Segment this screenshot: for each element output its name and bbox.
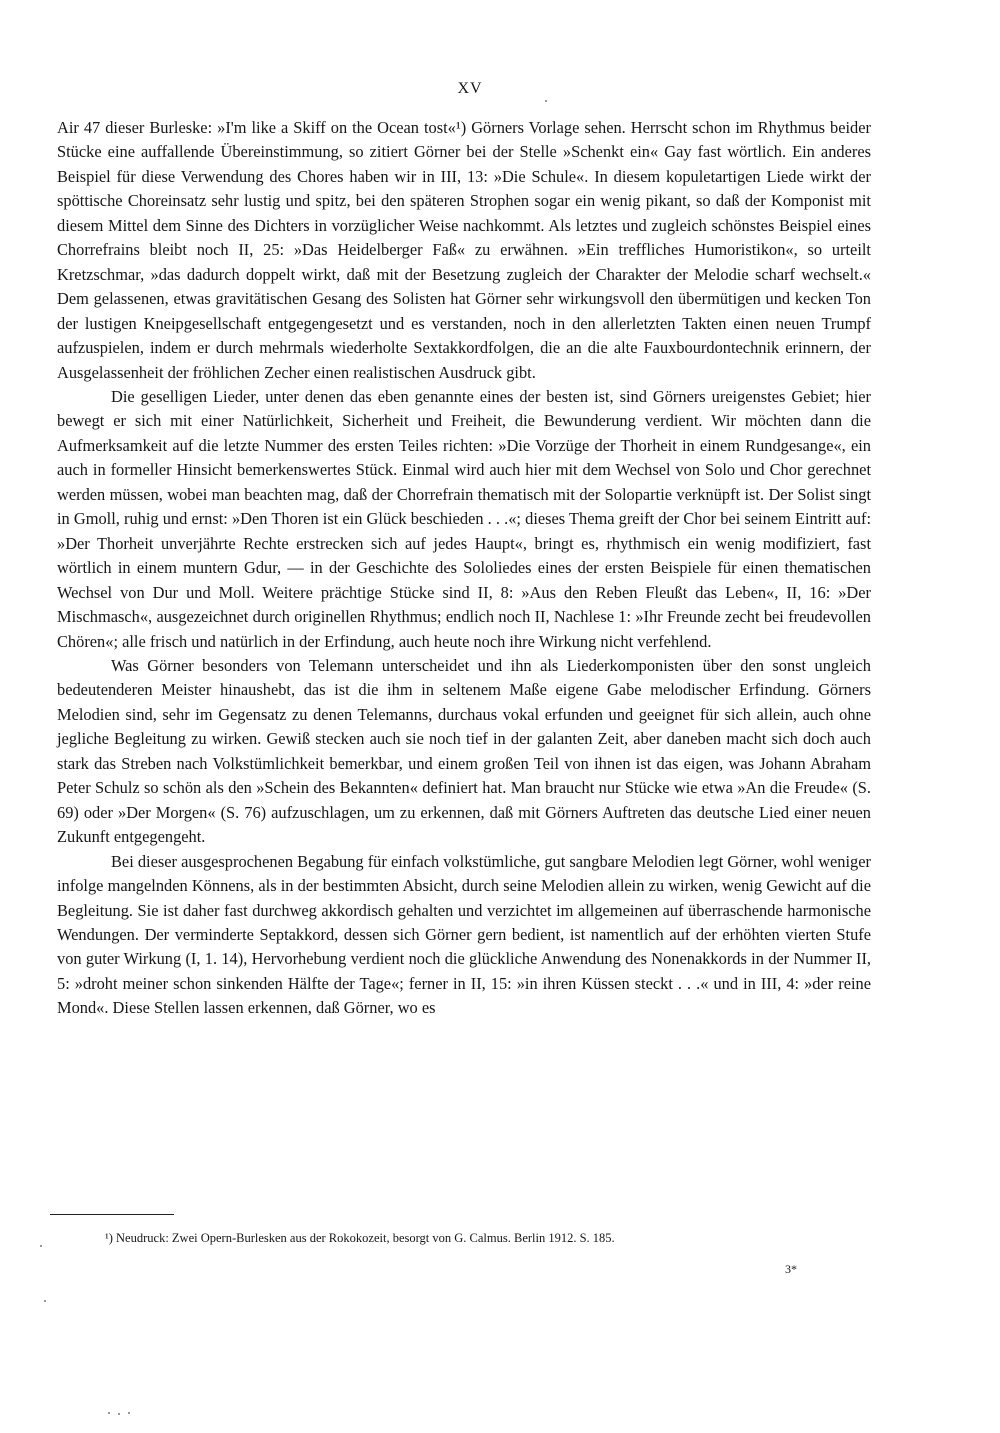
signature-mark: 3* <box>785 1262 797 1276</box>
paragraph-4: Bei dieser ausgesprochenen Begabung für einfach volkstümliche, gut sangbare Melodien legt Görner, wohl weniger infolge mangelnden Könnens, als in der bestimmten Absicht, durch seine Melodien allein zu wirken, wenig Gewicht auf die Begleitung. Sie ist daher fast durchweg akkordisch gehalten und verzichtet im allgemeinen auf überraschende harmonische Wendungen. Der verminderte Septakkord, dessen sich Görner gern bedient, ist namentlich auf der erhöhten vierten Stufe von guter Wirkung (I, 1. 14), Hervorhebung verdient noch die glückliche Anwendung des Nonenakkords in der Nummer II, 5: »droht meiner schon sinkenden Hälfte der Tage«; ferner in II, 15: »in ihren Küssen steckt . . .« und in III, 4: »der reine Mond«. Diese Stellen lassen erkennen, daß Görner, wo es <box>57 851 871 1018</box>
body-text <box>57 116 871 1021</box>
scan-speck <box>40 1245 42 1247</box>
page-number: XV <box>457 80 483 97</box>
footnote: ¹) Neudruck: Zwei Opern-Burlesken aus der Rokokozeit, besorgt von G. Calmus. Berlin 1912. S. 185. <box>105 1231 615 1245</box>
scan-speck <box>545 100 547 102</box>
footnote-divider <box>50 1214 174 1215</box>
paragraph-1: Air 47 dieser Burleske: »I'm like a Skiff on the Ocean tost«¹) Görners Vorlage sehen. Herrscht schon im Rhythmus beider Stücke eine auffallende Übereinstimmung, so zitiert Görner bei der Stelle »Schenkt ein« Gay fast wörtlich. Ein anderes Beispiel für diese Verwendung des Chores haben wir in III, 13: »Die Schule«. In diesem kopuletartigen Liede wirkt der spöttische Choreinsatz sehr lustig und spitz, bei den späteren Strophen sogar ein wenig pikant, so daß der Komponist mit diesem Mittel dem Sinne des Dichters in vorzüglicher Weise nachkommt. Als letztes und zugleich schönstes Beispiel eines Chorrefrains bleibt noch II, 25: »Das Heidelberger Faß« zu erwähnen. »Ein treffliches Humoristikon«, so urteilt Kretzschmar, »das dadurch doppelt wirkt, daß mit der Besetzung zugleich der Charakter der Melodie scharf wechselt.« Dem gelassenen, etwas gravitätischen Gesang des Solisten hat Görner sehr wirkungsvoll den übermütigen und kecken Ton der lustigen Kneipgesellschaft entgegengesetzt und es verstanden, noch in den allerletzten Takten einen neuen Trumpf aufzuspielen, indem er durch mehrmals wiederholte Sextakkordfolgen, die an die alte Fauxbourdontechnik erinnern, der Ausgelassenheit der fröhlichen Zecher einen realistischen Ausdruck gibt. <box>57 118 871 382</box>
scan-speck <box>108 1412 110 1414</box>
scan-speck <box>118 1413 120 1415</box>
scan-speck <box>128 1412 130 1414</box>
paragraph-3: Was Görner besonders von Telemann unterscheidet und ihn als Liederkomponisten über den sonst ungleich bedeutenderen Meister hinaushebt, das ist die ihm in seltenem Maße eigene Gabe melodischer Erfindung. Görners Melodien sind, sehr im Gegensatz zu denen Telemanns, durchaus vokal erfunden und geeignet für sich allein, auch ohne jegliche Begleitung zu wirken. Gewiß stecken auch sie noch tief in der galanten Zeit, aber daneben macht sich doch auch stark das Streben nach Volkstümlichkeit bemerkbar, und einem großen Teil von ihnen ist das eigen, was Johann Abraham Peter Schulz so schön als den »Schein des Bekannten« definiert hat. Man braucht nur Stücke wie etwa »An die Freude« (S. 69) oder »Der Morgen« (S. 76) aufzuschlagen, um zu erkennen, daß mit Görners Auftreten das deutsche Lied einer neuen Zukunft entgegengeht. <box>57 655 871 847</box>
scan-speck <box>44 1300 46 1302</box>
paragraph-2: Die geselligen Lieder, unter denen das eben genannte eines der besten ist, sind Görners ureigenstes Gebiet; hier bewegt er sich mit einer Natürlichkeit, Sicherheit und Freiheit, die Bewunderung verdient. Wir möchten dann die Aufmerksamkeit auf die letzte Nummer des ersten Teiles richten: »Die Vorzüge der Thorheit in einem Rundgesange«, ein auch in formeller Hinsicht bemerkenswertes Stück. Einmal wird auch hier mit dem Wechsel von Solo und Chor gerechnet werden müssen, wobei man beachten mag, daß der Chorrefrain thematisch mit der Solopartie verknüpft ist. Der Solist singt in Gmoll, ruhig und ernst: »Den Thoren ist ein Glück beschieden . . .«; dieses Thema greift der Chor bei seinem Eintritt auf: »Der Thorheit unverjährte Rechte erstrecken sich auf jedes Haupt«, bringt es, rhythmisch ein wenig modifiziert, fast wörtlich in einem muntern Gdur, — in der Geschichte des Sololiedes eines der ersten Beispiele für einen thematischen Wechsel von Dur und Moll. Weitere prächtige Stücke sind II, 8: »Aus den Reben Fleußt das Leben«, II, 16: »Der Mischmasch«, ausgezeichnet durch originellen Rhythmus; endlich noch II, Nachlese 1: »Ihr Freunde zecht bei freudevollen Chören«; alle frisch und natürlich in der Erfindung, auch heute noch ihre Wirkung nicht verfehlend. <box>57 386 871 651</box>
